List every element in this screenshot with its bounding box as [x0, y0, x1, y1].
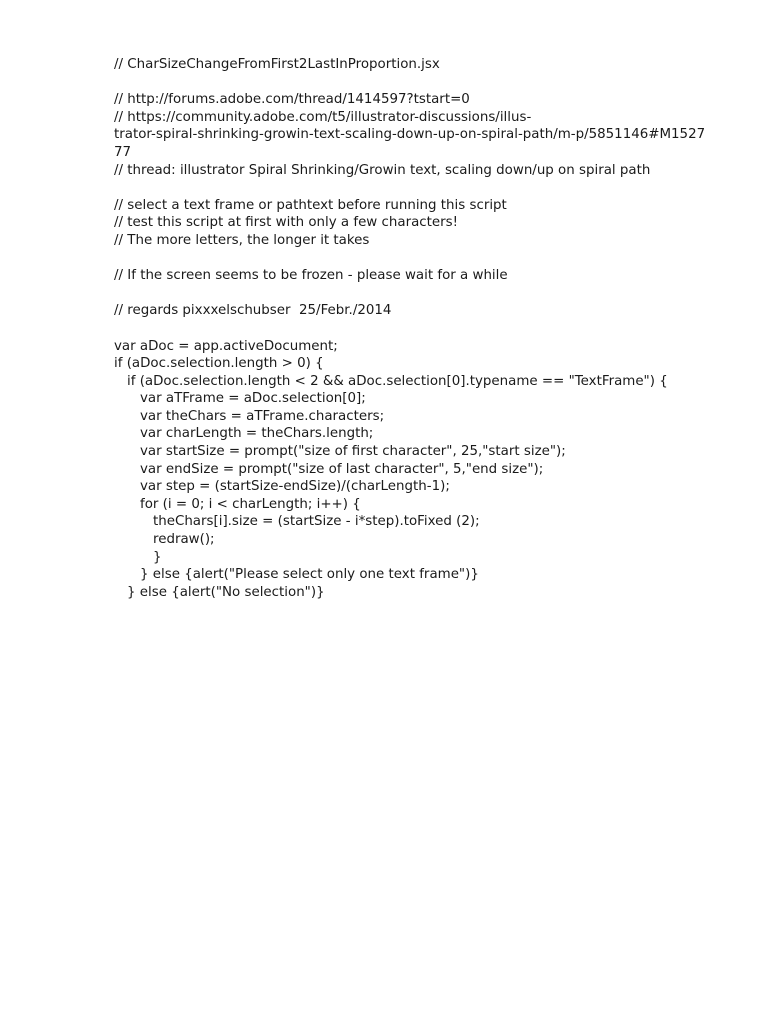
code-line: theChars[i].size = (startSize - i*step).toFixed (2); — [153, 514, 480, 530]
code-line: } else {alert("Please select only one text frame")} — [140, 567, 479, 583]
blank-line — [114, 320, 754, 338]
instruction-comment: // select a text frame or pathtext before running this script — [114, 197, 507, 213]
forum-link-comment: // http://forums.adobe.com/thread/1414597?tstart=0 — [114, 92, 470, 108]
signature-comment: // regards pixxxelschubser 25/Febr./2014 — [114, 303, 392, 319]
instruction-comment: // The more letters, the longer it takes — [114, 232, 370, 248]
code-line: } — [153, 549, 162, 565]
blank-line — [114, 179, 754, 197]
thread-comment: // thread: illustrator Spiral Shrinking/Growin text, scaling down/up on spiral path — [114, 162, 651, 178]
code-line: var endSize = prompt("size of last character", 5,"end size"); — [140, 461, 544, 477]
script-text — [114, 56, 754, 601]
instruction-comment: // test this script at first with only a few characters! — [114, 215, 458, 231]
code-line: } else {alert("No selection")} — [127, 584, 325, 600]
code-line: var step = (startSize-endSize)/(charLength-1); — [140, 479, 450, 495]
code-line: for (i = 0; i < charLength; i++) { — [140, 496, 361, 512]
code-line: var theChars = aTFrame.characters; — [140, 408, 385, 424]
code-line: if (aDoc.selection.length < 2 && aDoc.selection[0].typename == "TextFrame") { — [127, 373, 668, 389]
community-link-continued: trator-spiral-shrinking-growin-text-scaling-down-up-on-spiral-path/m-p/5851146#M1527 — [114, 127, 706, 143]
blank-line — [114, 285, 754, 303]
code-line: var aTFrame = aDoc.selection[0]; — [140, 391, 366, 407]
filename-comment: // CharSizeChangeFromFirst2LastInProportion.jsx — [114, 57, 440, 72]
blank-line — [114, 74, 754, 92]
code-line: redraw(); — [153, 532, 215, 548]
code-line: if (aDoc.selection.length > 0) { — [114, 356, 324, 372]
code-line: var aDoc = app.activeDocument; — [114, 338, 338, 354]
blank-line — [114, 250, 754, 268]
community-link-end: 77 — [114, 144, 132, 160]
community-link-comment: // https://community.adobe.com/t5/illustrator-discussions/illus- — [114, 109, 532, 125]
warning-comment: // If the screen seems to be frozen - please wait for a while — [114, 268, 508, 284]
code-line: var startSize = prompt("size of first character", 25,"start size"); — [140, 444, 566, 460]
code-line: var charLength = theChars.length; — [140, 426, 374, 442]
